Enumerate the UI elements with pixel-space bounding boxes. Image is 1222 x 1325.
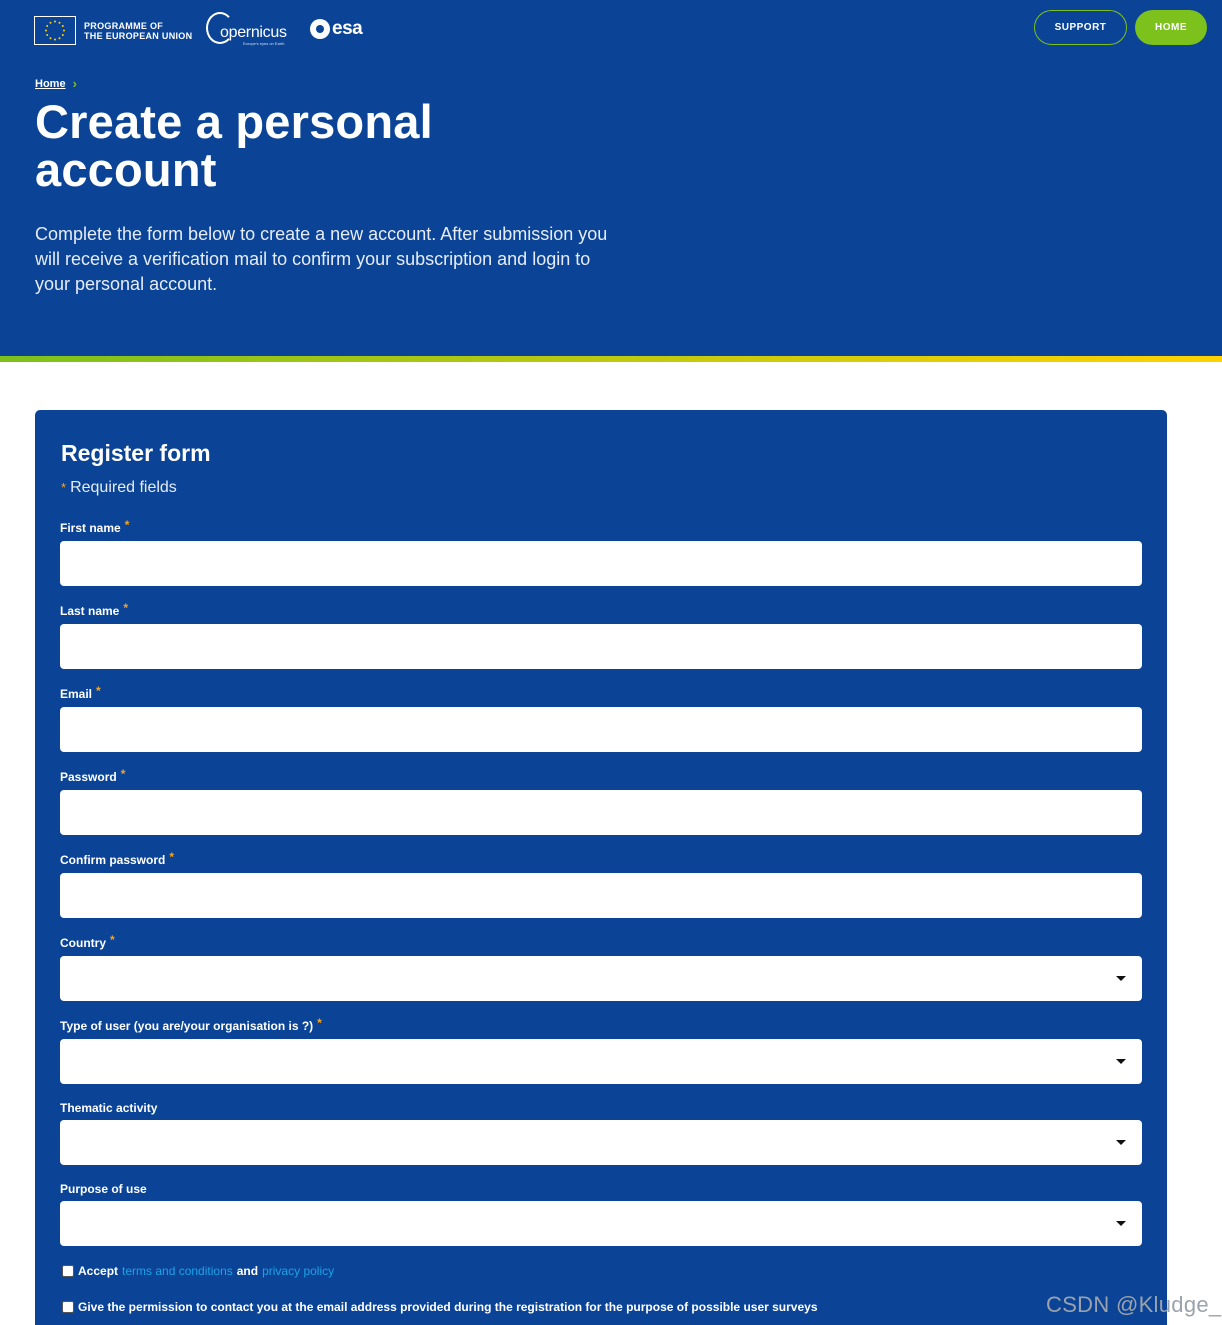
required-star: * — [124, 518, 130, 532]
country-label-text: Country — [60, 936, 106, 950]
first-name-input[interactable] — [60, 541, 1142, 586]
purpose-of-use-label — [60, 1182, 147, 1196]
watermark: CSDN @Kludge_ — [1046, 1292, 1222, 1317]
survey-permission-text: Give the permission to contact you at the email address provided during the registration for the purpose of possible user surveys — [78, 1300, 818, 1314]
user-type-label — [60, 1016, 322, 1033]
required-fields-text: Required fields — [70, 479, 177, 496]
copernicus-tagline: Europe's eyes on Earth — [243, 41, 285, 46]
page-title: Create a personal account — [35, 95, 433, 196]
required-star: * — [317, 1016, 322, 1030]
accept-prefix: Accept — [78, 1264, 119, 1278]
home-button[interactable]: HOME — [1135, 10, 1207, 45]
survey-permission-row — [62, 1300, 818, 1314]
eu-programme-logo[interactable] — [34, 16, 192, 45]
eu-programme-text — [84, 21, 192, 41]
copernicus-wordmark: opernicus — [220, 24, 287, 41]
eu-flag-icon — [34, 16, 76, 45]
required-star: * — [120, 767, 126, 781]
caret-down-icon — [1116, 1221, 1126, 1226]
breadcrumb-home-link[interactable]: Home — [35, 77, 66, 90]
thematic-activity-label — [60, 1101, 157, 1115]
confirm-password-label-text: Confirm password — [60, 853, 166, 867]
chevron-right-icon: › — [72, 76, 77, 91]
email-input[interactable] — [60, 707, 1142, 752]
eu-programme-line1: PROGRAMME OF — [84, 20, 164, 31]
purpose-of-use-select[interactable] — [60, 1201, 1142, 1246]
first-name-label-text: First name — [60, 521, 121, 535]
country-label — [60, 933, 115, 950]
privacy-link[interactable]: privacy policy — [262, 1264, 335, 1278]
required-star: * — [61, 480, 67, 495]
last-name-input[interactable] — [60, 624, 1142, 669]
thematic-activity-label-text: Thematic activity — [60, 1101, 158, 1115]
first-name-label — [60, 518, 130, 535]
required-star: * — [169, 850, 175, 864]
breadcrumb — [35, 76, 77, 91]
password-label — [60, 767, 126, 784]
confirm-password-label — [60, 850, 175, 867]
password-label-text: Password — [60, 770, 117, 784]
esa-wordmark: esa — [332, 18, 363, 39]
register-form — [35, 410, 1167, 1325]
required-star: * — [96, 684, 101, 698]
caret-down-icon — [1116, 1059, 1126, 1064]
password-input[interactable] — [60, 790, 1142, 835]
accept-terms-row — [62, 1264, 338, 1278]
required-star: * — [110, 933, 115, 947]
esa-logo[interactable] — [310, 18, 362, 40]
hero-accent-stripe — [0, 356, 1222, 362]
email-label-text: Email — [60, 687, 93, 701]
user-type-select[interactable] — [60, 1039, 1142, 1084]
copernicus-logo[interactable] — [206, 12, 298, 48]
country-select[interactable] — [60, 956, 1142, 1001]
terms-link[interactable]: terms and conditions — [122, 1264, 233, 1278]
purpose-of-use-label-text: Purpose of use — [60, 1182, 147, 1196]
accept-conjunction: and — [236, 1264, 259, 1278]
thematic-activity-select[interactable] — [60, 1120, 1142, 1165]
email-label — [60, 684, 101, 701]
user-type-label-text: Type of user (you are/your organisation is ?) — [60, 1019, 314, 1033]
required-fields-note — [61, 479, 177, 497]
form-title: Register form — [61, 440, 211, 466]
support-button[interactable]: SUPPORT — [1034, 10, 1127, 45]
confirm-password-input[interactable] — [60, 873, 1142, 918]
required-star: * — [123, 601, 129, 615]
last-name-label — [60, 601, 129, 618]
last-name-label-text: Last name — [60, 604, 120, 618]
caret-down-icon — [1116, 976, 1126, 981]
caret-down-icon — [1116, 1140, 1126, 1145]
accept-terms-checkbox[interactable] — [62, 1265, 74, 1277]
eu-programme-line2: THE EUROPEAN UNION — [84, 30, 193, 41]
esa-mark-icon — [310, 19, 330, 39]
survey-permission-checkbox[interactable] — [62, 1301, 74, 1313]
page-intro: Complete the form below to create a new account. After submission you will receive a verification mail to confirm your subscription and login to your personal account. — [35, 224, 608, 294]
